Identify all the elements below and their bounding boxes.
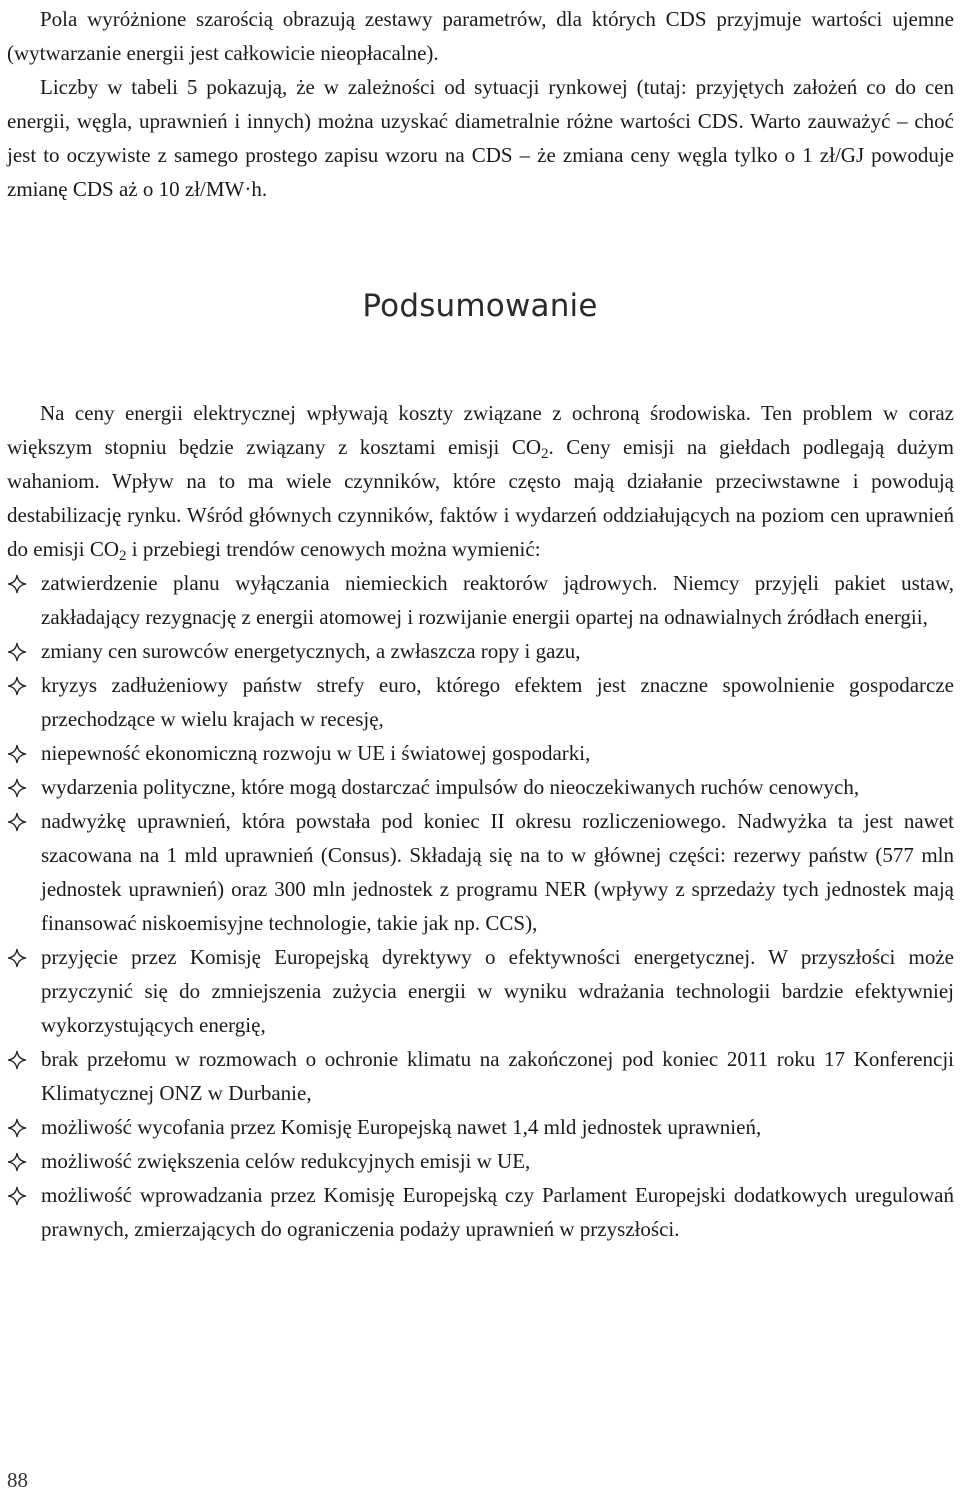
- list-item: [7, 804, 954, 940]
- list-item: [7, 770, 954, 804]
- four-point-star-icon: [7, 778, 27, 798]
- list-item-text: wydarzenia polityczne, które mogą dostarczać impulsów do nieoczekiwanych ruchów cenowych,: [41, 775, 860, 799]
- list-item-text: zmiany cen surowców energetycznych, a zwłaszcza ropy i gazu,: [41, 639, 581, 663]
- list-item-text: możliwość wycofania przez Komisję Europejską nawet 1,4 mld jednostek uprawnień,: [41, 1115, 762, 1139]
- list-item: [7, 634, 954, 668]
- list-item-text: możliwość wprowadzania przez Komisję Europejską czy Parlament Europejski dodatkowych uregulowań prawnych, zmierzających do ograniczenia podaży uprawnień w przyszłości.: [41, 1183, 954, 1241]
- factors-list: [7, 566, 954, 1246]
- list-item: [7, 1042, 954, 1110]
- intro-text-block: [7, 2, 954, 206]
- four-point-star-icon: [7, 676, 27, 696]
- summary-section: [7, 396, 954, 1246]
- summary-text-part-1: Na ceny energii elektrycznej wpływają koszty związane z ochroną środowiska. Ten problem w coraz większym stopniu będzie związany z kosztami emisji CO: [7, 401, 954, 459]
- four-point-star-icon: [7, 948, 27, 968]
- four-point-star-icon: [7, 574, 27, 594]
- four-point-star-icon: [7, 642, 27, 662]
- list-item: [7, 668, 954, 736]
- co2-subscript: 2: [119, 548, 127, 564]
- paragraph-table-5: Liczby w tabeli 5 pokazują, że w zależności od sytuacji rynkowej (tutaj: przyjętych założeń co do cen energii, węgla, uprawnień i innych) można uzyskać diametralnie różne wartości CDS. Warto zauważyć – choć jest to oczywiste z samego prostego zapisu wzoru na CDS – że zmiana ceny węgla tylko o 1 zł/GJ powoduje zmianę CDS aż o 10 zł/MW·h.: [7, 75, 954, 201]
- four-point-star-icon: [7, 1186, 27, 1206]
- list-item: [7, 1110, 954, 1144]
- list-item: [7, 1178, 954, 1246]
- paragraph-grey-fields: Pola wyróżnione szarością obrazują zestawy parametrów, dla których CDS przyjmuje wartości ujemne (wytwarzanie energii jest całkowicie nieopłacalne).: [7, 7, 954, 65]
- list-item: [7, 1144, 954, 1178]
- list-item-text: niepewność ekonomiczną rozwoju w UE i światowej gospodarki,: [41, 741, 591, 765]
- page-number: 88: [7, 1468, 28, 1492]
- list-item-text: możliwość zwiększenia celów redukcyjnych emisji w UE,: [41, 1149, 531, 1173]
- four-point-star-icon: [7, 812, 27, 832]
- four-point-star-icon: [7, 1152, 27, 1172]
- section-heading: Podsumowanie: [362, 288, 598, 324]
- list-item-text: brak przełomu w rozmowach o ochronie klimatu na zakończonej pod koniec 2011 roku 17 Konferencji Klimatycznej ONZ w Durbanie,: [41, 1047, 954, 1105]
- list-item-text: przyjęcie przez Komisję Europejską dyrektywy o efektywności energetycznej. W przyszłości może przyczynić się do zmniejszenia zużycia energii w wyniku wdrażania technologii bardzie efektywniej wykorzystujących energię,: [41, 945, 954, 1037]
- four-point-star-icon: [7, 1118, 27, 1138]
- summary-paragraph: [7, 396, 954, 566]
- summary-text-part-2: . Ceny emisji na giełdach podlegają dużym wahaniom. Wpływ na to ma wiele czynników, które często mają działanie przeciwstawne i powodują destabilizację rynku. Wśród głównych czynników, faktów i wydarzeń oddziałujących na poziom cen uprawnień do emisji CO: [7, 435, 954, 561]
- list-item: [7, 736, 954, 770]
- list-item-text: nadwyżkę uprawnień, która powstała pod koniec II okresu rozliczeniowego. Nadwyżka ta jest nawet szacowana na 1 mld uprawnień (Consus). Składają się na to w głównej części: rezerwy państw (577 mln jednostek uprawnień) oraz 300 mln jednostek z programu NER (wpływy z sprzedaży tych jednostek mają finansować niskoemisyjne technologie, takie jak np. CCS),: [41, 809, 954, 935]
- list-item-text: zatwierdzenie planu wyłączania niemieckich reaktorów jądrowych. Niemcy przyjęli pakiet ustaw, zakładający rezygnację z energii atomowej i rozwijanie energii opartej na odnawialnych źródłach energii,: [41, 571, 954, 629]
- summary-text-part-3: i przebiegi trendów cenowych można wymienić:: [126, 537, 541, 561]
- four-point-star-icon: [7, 1050, 27, 1070]
- list-item-text: kryzys zadłużeniowy państw strefy euro, którego efektem jest znaczne spowolnienie gospodarcze przechodzące w wielu krajach w recesję,: [41, 673, 954, 731]
- co2-subscript: 2: [541, 446, 549, 462]
- list-item: [7, 566, 954, 634]
- four-point-star-icon: [7, 744, 27, 764]
- list-item: [7, 940, 954, 1042]
